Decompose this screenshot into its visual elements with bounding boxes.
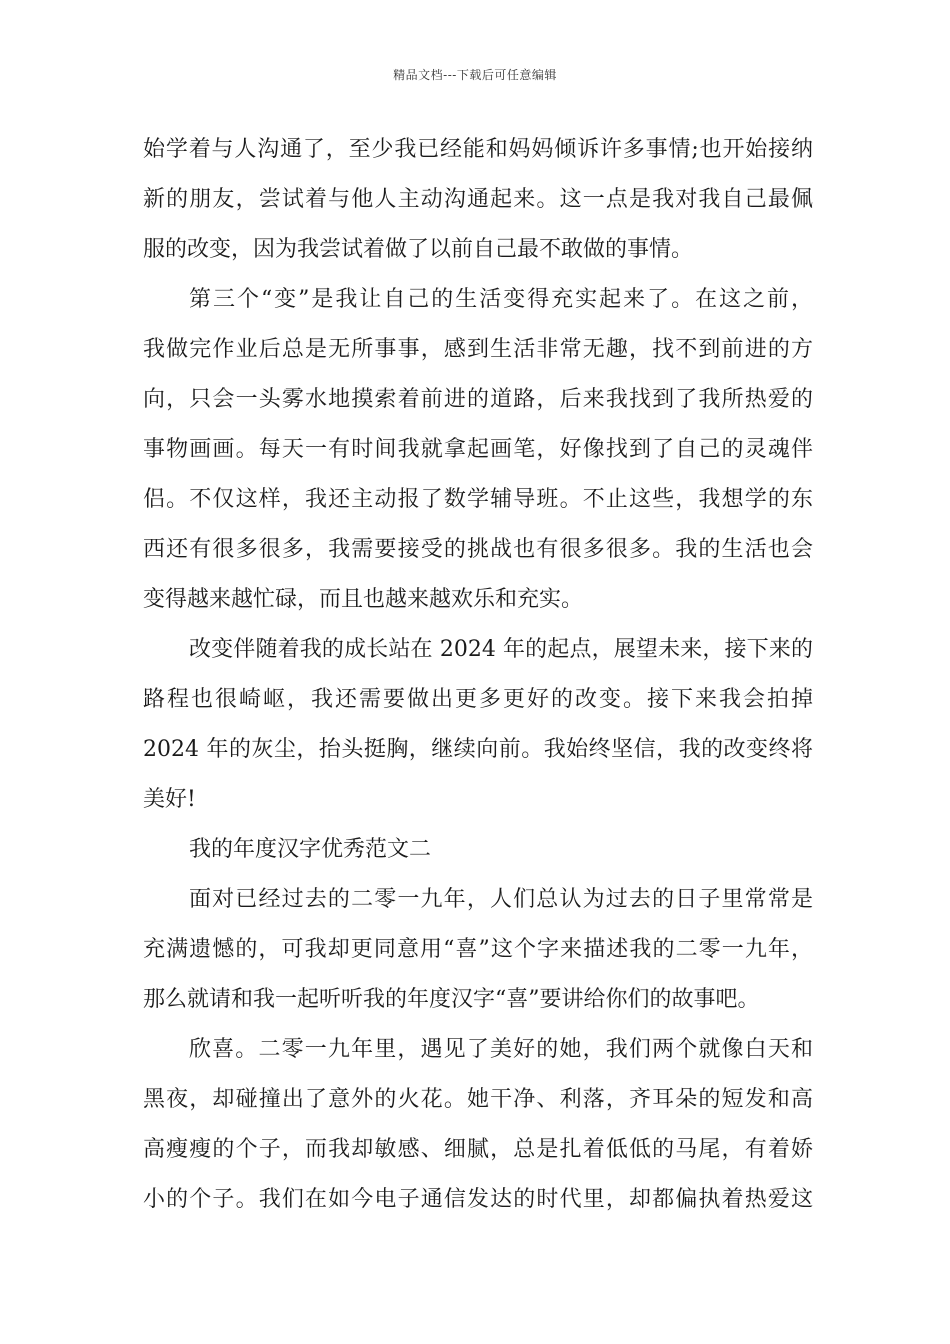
text-line: 第三个“变”是我让自己的生活变得充实起来了。在这之前， [189, 287, 813, 312]
text-line: 侣。不仅这样，我还主动报了数学辅导班。不止这些，我想学的东 [143, 487, 813, 512]
text-line: 美好! [143, 787, 196, 812]
text-line: 事物画画。每天一有时间我就拿起画笔，好像找到了自己的灵魂伴 [143, 437, 813, 462]
text-line: 充满遗憾的，可我却更同意用“喜”这个字来描述我的二零一九年， [143, 937, 813, 962]
text-line: 改变伴随着我的成长站在 2024 年的起点，展望未来，接下来的 [189, 637, 813, 662]
text-line: 西还有很多很多，我需要接受的挑战也有很多很多。我的生活也会 [143, 537, 813, 562]
text-line: 服的改变，因为我尝试着做了以前自己最不敢做的事情。 [143, 237, 694, 262]
text-line: 黑夜，却碰撞出了意外的火花。她干净、利落，齐耳朵的短发和高 [143, 1087, 813, 1112]
section-heading: 我的年度汉字优秀范文二 [189, 837, 432, 862]
text-line: 新的朋友，尝试着与他人主动沟通起来。这一点是我对我自己最佩 [143, 187, 813, 212]
page-header: 精品文档---下载后可任意编辑 [393, 68, 557, 82]
text-line: 始学着与人沟通了，至少我已经能和妈妈倾诉许多事情;也开始接纳 [143, 137, 813, 162]
text-line: 向，只会一头雾水地摸索着前进的道路，后来我找到了我所热爱的 [143, 387, 813, 412]
text-line: 小的个子。我们在如今电子通信发达的时代里，却都偏执着热爱这 [143, 1187, 813, 1212]
document-body [143, 125, 813, 1225]
text-line: 我做完作业后总是无所事事，感到生活非常无趣，找不到前进的方 [143, 337, 813, 362]
text-line: 那么就请和我一起听听我的年度汉字“喜”要讲给你们的故事吧。 [143, 987, 760, 1012]
text-line: 面对已经过去的二零一九年，人们总认为过去的日子里常常是 [189, 887, 813, 912]
text-line: 变得越来越忙碌，而且也越来越欢乐和充实。 [143, 587, 584, 612]
text-line: 2024 年的灰尘，抬头挺胸，继续向前。我始终坚信，我的改变终将 [143, 737, 813, 762]
text-line: 高瘦瘦的个子，而我却敏感、细腻，总是扎着低低的马尾，有着娇 [143, 1137, 813, 1162]
text-line: 路程也很崎岖，我还需要做出更多更好的改变。接下来我会拍掉 [143, 687, 813, 712]
text-line: 欣喜。二零一九年里，遇见了美好的她，我们两个就像白天和 [189, 1037, 813, 1062]
